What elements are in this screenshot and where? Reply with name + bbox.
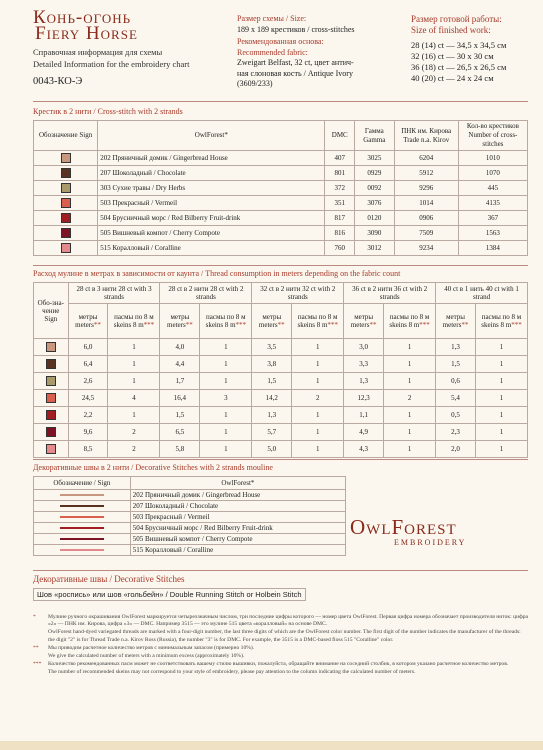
thread-consumption-table xyxy=(33,282,528,458)
meters-cell: 14,2 xyxy=(252,390,292,407)
owlforest-cell: 505 Вишневый компот / Cherry Compote xyxy=(98,226,325,241)
skeins-cell: 1 xyxy=(108,356,160,373)
meters-cell: 1,5 xyxy=(436,356,476,373)
meters-cell: 1,3 xyxy=(436,339,476,356)
kirov-cell: 6204 xyxy=(394,151,458,166)
skeins-cell: 1 xyxy=(200,407,252,424)
meters-cell: 3,8 xyxy=(252,356,292,373)
owlforest-cell: 515 Коралловый / Coralline xyxy=(130,545,345,556)
meters-header: метры meters** xyxy=(436,304,476,339)
meters-header: метры meters** xyxy=(344,304,384,339)
subtitle: Справочная информация для схемы Detailed Information for the embroidery chart xyxy=(33,47,190,69)
skeins-cell: 1 xyxy=(384,424,436,441)
skeins-cell: 1 xyxy=(108,373,160,390)
table-header xyxy=(34,477,346,490)
count-cell: 1563 xyxy=(458,226,527,241)
finished-size-item: 28 (14) ct — 34,5 x 34,5 см xyxy=(411,40,507,50)
skeins-cell: 1 xyxy=(384,356,436,373)
skeins-cell: 1 xyxy=(475,373,527,390)
section-cross-stitch: Крестик в 2 нити / Cross-stitch with 2 strands xyxy=(33,107,183,116)
stitch-line-icon xyxy=(60,549,104,551)
skeins-cell: 4 xyxy=(108,390,160,407)
footnote-text: The number of recommended skeins may not correspond to your style of embroidery, please pay attention to the column indicating the calculated number of meters. xyxy=(48,669,416,676)
finished-size-item: 36 (18) ct — 26,5 x 26,5 см xyxy=(411,62,507,72)
skeins-cell: 1 xyxy=(384,441,436,458)
meters-cell: 0,5 xyxy=(436,407,476,424)
symbol-icon xyxy=(61,213,71,223)
table-row xyxy=(34,226,528,241)
table-row xyxy=(34,390,528,407)
kirov-cell: 1014 xyxy=(394,196,458,211)
skeins-cell: 1 xyxy=(384,339,436,356)
skeins-cell: 1 xyxy=(475,441,527,458)
skeins-cell: 1 xyxy=(475,339,527,356)
skeins-cell: 1 xyxy=(292,373,344,390)
count-group-header: 36 ct в 2 нити 36 ct with 2 strands xyxy=(344,283,436,304)
count-cell: 445 xyxy=(458,181,527,196)
meters-cell: 3,3 xyxy=(344,356,384,373)
skeins-cell: 1 xyxy=(292,339,344,356)
table-row xyxy=(34,373,528,390)
sign-cell xyxy=(34,339,69,356)
finished-size-item: 40 (20) ct — 24 x 24 см xyxy=(411,73,494,83)
owlforest-cell: 202 Пряничный домик / Gingerbread House xyxy=(130,490,345,501)
count-cell: 1384 xyxy=(458,241,527,256)
meters-cell: 3,0 xyxy=(344,339,384,356)
chart-title: Конь-огонь Fiery Horse xyxy=(33,7,138,44)
meters-cell: 4,9 xyxy=(344,424,384,441)
owlforest-cell: 503 Прекрасный / Vermeil xyxy=(98,196,325,211)
sign-cell xyxy=(34,241,98,256)
skeins-cell: 1 xyxy=(108,407,160,424)
symbol-icon xyxy=(46,427,56,437)
sign-cell xyxy=(34,211,98,226)
finished-size: Размер готовой работы: Size of finished work: 28 (14) ct — 34,5 x 34,5 см 32 (16) ct — 30 x 30 см 36 (18) ct — 26,5 x 26,5 см 40 (20) ct — 24 x 24 см xyxy=(411,14,507,83)
meters-cell: 1,5 xyxy=(160,407,200,424)
meters-cell: 12,3 xyxy=(344,390,384,407)
sign-cell xyxy=(34,226,98,241)
dmc-cell: 816 xyxy=(325,226,355,241)
owlforest-cell: 207 Шоколадный / Chocolate xyxy=(130,501,345,512)
meters-cell: 4,0 xyxy=(160,339,200,356)
footnote-mark: ** xyxy=(93,321,101,329)
section-thread-consumption: Расход мулине в метрах в зависимости от каунта / Thread consumption in meters depending on the fabric count xyxy=(33,269,401,278)
footnote-mark: *** xyxy=(327,321,338,329)
column-header: Кол-во крестиков Number of cross-stitches xyxy=(458,121,527,151)
count-cell: 1070 xyxy=(458,166,527,181)
stitch-line-icon xyxy=(60,527,104,529)
kirov-cell: 5912 xyxy=(394,166,458,181)
symbol-icon xyxy=(61,153,71,163)
meters-cell: 4,4 xyxy=(160,356,200,373)
table-row xyxy=(34,166,528,181)
skeins-cell: 1 xyxy=(292,424,344,441)
table-row xyxy=(34,534,346,545)
symbol-icon xyxy=(46,444,56,454)
footnote-text: We give the calculated number of meters with a minimum excess (approximately 10%). xyxy=(48,653,245,660)
symbol-icon xyxy=(46,342,56,352)
table-row xyxy=(34,512,346,523)
sign-cell xyxy=(34,181,98,196)
symbol-icon xyxy=(61,228,71,238)
kirov-cell: 7509 xyxy=(394,226,458,241)
footnote-mark: *** xyxy=(143,321,155,329)
footnote-mark: ** xyxy=(369,321,377,329)
meters-cell: 5,8 xyxy=(160,441,200,458)
skeins-cell: 1 xyxy=(292,407,344,424)
count-group-header: 40 ct в 1 нить 40 ct with 1 strand xyxy=(436,283,528,304)
symbol-icon xyxy=(61,168,71,178)
meters-cell: 1,7 xyxy=(160,373,200,390)
footnote-text: Количество рекомендованных пасм может не соответствовать вашему стилю вышивки, пожалуйста, обращайте внимание на соседний столбик, в котором указано расчетное количество метров. xyxy=(48,661,509,668)
owlforest-cell: 202 Пряничный домик / Gingerbread House xyxy=(98,151,325,166)
count-cell: 367 xyxy=(458,211,527,226)
count-group-header: 28 ct в 2 нити 28 ct with 2 strands xyxy=(160,283,252,304)
count-group-header: 28 ct в 3 нити 28 ct with 3 strands xyxy=(68,283,160,304)
skeins-cell: 1 xyxy=(475,356,527,373)
sign-cell xyxy=(34,390,69,407)
symbol-icon xyxy=(46,376,56,386)
table-row xyxy=(34,424,528,441)
footnote xyxy=(33,614,528,628)
owlforest-cell: 207 Шоколадный / Chocolate xyxy=(98,166,325,181)
sign-cell xyxy=(34,441,69,458)
sign-cell xyxy=(34,534,131,545)
sign-cell xyxy=(34,151,98,166)
section-decorative-stitches: Декоративные швы / Decorative Stitches xyxy=(33,574,185,584)
owlforest-logo: OwlForest EMBROIDERY xyxy=(350,515,467,547)
skeins-header: пасмы по 8 м skeins 8 m*** xyxy=(200,304,252,339)
meters-header: метры meters** xyxy=(252,304,292,339)
skeins-cell: 1 xyxy=(292,441,344,458)
stitch-line-icon xyxy=(60,494,104,496)
chart-specs: Размер схемы / Size: 189 x 189 крестиков / cross-stitches Рекомендованная основа: Recommended fabric: Zweigart Belfast, 32 ct, цвет антич- ная слоновая кость / Antique Ivory (3609/233) xyxy=(237,14,355,88)
meters-cell: 2,6 xyxy=(68,373,108,390)
sign-cell xyxy=(34,356,69,373)
skeins-cell: 1 xyxy=(475,407,527,424)
meters-cell: 0,6 xyxy=(436,373,476,390)
divider xyxy=(33,570,528,571)
count-cell: 4135 xyxy=(458,196,527,211)
column-header: Гамма Gamma xyxy=(355,121,395,151)
meters-cell: 1,1 xyxy=(344,407,384,424)
table-row xyxy=(34,181,528,196)
symbol-icon xyxy=(46,393,56,403)
owlforest-cell: 504 Брусничный морс / Red Bilberry Fruit-drink xyxy=(130,523,345,534)
decorative-stitch-label: Шов «роспись» или шов «гольбейн» / Double Running Stitch or Holbein Stitch xyxy=(33,588,306,601)
sign-cell xyxy=(34,196,98,211)
meters-cell: 9,6 xyxy=(68,424,108,441)
table-header xyxy=(34,121,528,151)
gamma-cell: 3076 xyxy=(355,196,395,211)
sign-cell xyxy=(34,490,131,501)
meters-cell: 6,4 xyxy=(68,356,108,373)
symbol-icon xyxy=(61,183,71,193)
footnote-text: OwlForest hand-dyed variegated threads are marked with a four-digit number, the last three digits of which are the OwlForest color number. The first digit of the number indicates the manufacturer of the threads: the digit "2" is for Thread Trade n.a. Kirov Ross (Russia), the number "3" is for DMC. For example, the 3515 is a DMC-based floss 515 "Coralline" color. xyxy=(48,629,521,643)
meters-cell: 2,0 xyxy=(436,441,476,458)
table-header xyxy=(34,283,528,304)
skeins-cell: 1 xyxy=(475,424,527,441)
table-row xyxy=(34,501,346,512)
sign-cell xyxy=(34,501,131,512)
meters-cell: 1,5 xyxy=(252,373,292,390)
owlforest-cell: 504 Брусничный морс / Red Bilberry Fruit-drink xyxy=(98,211,325,226)
meters-cell: 1,3 xyxy=(252,407,292,424)
meters-cell: 3,5 xyxy=(252,339,292,356)
gamma-cell: 3090 xyxy=(355,226,395,241)
meters-cell: 1,3 xyxy=(344,373,384,390)
footnote-mark: *** xyxy=(511,321,522,329)
table-row xyxy=(34,196,528,211)
skeins-cell: 2 xyxy=(384,390,436,407)
skeins-cell: 1 xyxy=(200,373,252,390)
table-subheader xyxy=(34,304,528,339)
symbol-icon xyxy=(61,243,71,253)
skeins-cell: 1 xyxy=(292,356,344,373)
footnote-mark: ** xyxy=(461,321,469,329)
meters-cell: 2,3 xyxy=(436,424,476,441)
owlforest-cell: 503 Прекрасный / Vermeil xyxy=(130,512,345,523)
table-row xyxy=(34,490,346,501)
sign-header: Обо-зна-чение Sign xyxy=(34,283,69,339)
meters-cell: 5,4 xyxy=(436,390,476,407)
kirov-cell: 9234 xyxy=(394,241,458,256)
meters-cell: 5,7 xyxy=(252,424,292,441)
skeins-cell: 1 xyxy=(475,390,527,407)
sign-cell xyxy=(34,523,131,534)
skeins-cell: 1 xyxy=(200,356,252,373)
skeins-cell: 1 xyxy=(384,407,436,424)
symbol-icon xyxy=(61,198,71,208)
footnote-text: Мулине ручного окрашивания OwlForest маркируется четырехзначным числом, три последние цифры которого — номер цвета OwlForest. Первая цифра номера обозначает производителя ниток: цифра «2» — ПНК им. Кирова, цифра «3» — DMC. Например 3515 — это мулине 515 цвета «коралловый» на основе DMC. xyxy=(48,614,528,628)
owlforest-cell: 303 Сухие травы / Dry Herbs xyxy=(98,181,325,196)
footnote-text: Мы приводим расчетное количество метров с минимальным запасом (примерно 10%). xyxy=(48,644,255,651)
gamma-cell: 3025 xyxy=(355,151,395,166)
sign-cell xyxy=(34,166,98,181)
skeins-cell: 1 xyxy=(200,441,252,458)
meters-cell: 2,2 xyxy=(68,407,108,424)
gamma-cell: 0120 xyxy=(355,211,395,226)
kirov-cell: 9296 xyxy=(394,181,458,196)
kirov-cell: 0906 xyxy=(394,211,458,226)
meters-cell: 24,5 xyxy=(68,390,108,407)
skeins-header: пасмы по 8 м skeins 8 m*** xyxy=(384,304,436,339)
table-row xyxy=(34,441,528,458)
finished-size-item: 32 (16) ct — 30 x 30 см xyxy=(411,51,494,61)
dmc-cell: 372 xyxy=(325,181,355,196)
footnote-mark: ** xyxy=(185,321,193,329)
meters-header: метры meters** xyxy=(68,304,108,339)
meters-cell: 6,5 xyxy=(160,424,200,441)
divider xyxy=(33,459,528,460)
count-group-header: 32 ct в 2 нити 32 ct with 2 strands xyxy=(252,283,344,304)
symbol-icon xyxy=(46,359,56,369)
table-row xyxy=(34,407,528,424)
dmc-cell: 760 xyxy=(325,241,355,256)
meters-cell: 6,0 xyxy=(68,339,108,356)
meters-cell: 8,5 xyxy=(68,441,108,458)
footnote xyxy=(33,661,528,668)
skeins-cell: 2 xyxy=(108,441,160,458)
sign-cell xyxy=(34,373,69,390)
gamma-cell: 0092 xyxy=(355,181,395,196)
owlforest-cell: 505 Вишневый компот / Cherry Compote xyxy=(130,534,345,545)
cross-stitch-table xyxy=(33,120,528,256)
gamma-cell: 0929 xyxy=(355,166,395,181)
sign-cell xyxy=(34,545,131,556)
stitch-line-icon xyxy=(60,516,104,518)
stitch-line-icon xyxy=(60,505,104,507)
skeins-header: пасмы по 8 м skeins 8 m*** xyxy=(475,304,527,339)
skeins-cell: 1 xyxy=(108,339,160,356)
footnote xyxy=(33,669,528,676)
dmc-cell: 351 xyxy=(325,196,355,211)
divider xyxy=(33,265,528,266)
sign-cell xyxy=(34,512,131,523)
skeins-cell: 2 xyxy=(108,424,160,441)
owlforest-cell: 515 Коралловый / Coralline xyxy=(98,241,325,256)
decorative-stitch-table xyxy=(33,476,346,556)
skeins-header: пасмы по 8 м skeins 8 m*** xyxy=(292,304,344,339)
bottom-bar xyxy=(0,741,543,750)
sign-cell xyxy=(34,407,69,424)
skeins-cell: 1 xyxy=(200,339,252,356)
footnote-mark: ** xyxy=(33,644,39,651)
meters-cell: 4,3 xyxy=(344,441,384,458)
column-header: ПНК им. Кирова Trade n.a. Kirov xyxy=(394,121,458,151)
skeins-header: пасмы по 8 м skeins 8 m*** xyxy=(108,304,160,339)
table-row xyxy=(34,545,346,556)
table-row xyxy=(34,151,528,166)
footnote xyxy=(33,653,528,660)
meters-header: метры meters** xyxy=(160,304,200,339)
chart-code: 0043-КО-Э xyxy=(33,76,83,87)
footnote-mark: * xyxy=(33,614,36,620)
footnote xyxy=(33,645,528,652)
column-header: DMC xyxy=(325,121,355,151)
meters-cell: 16,4 xyxy=(160,390,200,407)
column-header: OwlForest* xyxy=(130,477,345,490)
skeins-cell: 1 xyxy=(384,373,436,390)
table-row xyxy=(34,523,346,534)
count-cell: 1010 xyxy=(458,151,527,166)
skeins-cell: 3 xyxy=(200,390,252,407)
divider xyxy=(33,101,528,102)
sign-cell xyxy=(34,424,69,441)
footnote xyxy=(33,629,528,643)
column-header: Обозначение Sign xyxy=(34,121,98,151)
dmc-cell: 801 xyxy=(325,166,355,181)
table-row xyxy=(34,339,528,356)
skeins-cell: 2 xyxy=(292,390,344,407)
gamma-cell: 3012 xyxy=(355,241,395,256)
dmc-cell: 817 xyxy=(325,211,355,226)
section-decorative: Декоративные швы в 2 нити / Decorative Stitches with 2 strands mouline xyxy=(33,463,273,472)
footnote-mark: ** xyxy=(277,321,285,329)
table-row xyxy=(34,211,528,226)
footnote-mark: *** xyxy=(419,321,430,329)
dmc-cell: 407 xyxy=(325,151,355,166)
table-row xyxy=(34,356,528,373)
footnotes xyxy=(33,614,528,678)
column-header: OwlForest* xyxy=(98,121,325,151)
stitch-line-icon xyxy=(60,538,104,540)
table-row xyxy=(34,241,528,256)
footnote-mark: *** xyxy=(235,321,247,329)
footnote-mark: *** xyxy=(33,661,42,668)
skeins-cell: 1 xyxy=(200,424,252,441)
column-header: Обозначение / Sign xyxy=(34,477,131,490)
symbol-icon xyxy=(46,410,56,420)
meters-cell: 5,0 xyxy=(252,441,292,458)
